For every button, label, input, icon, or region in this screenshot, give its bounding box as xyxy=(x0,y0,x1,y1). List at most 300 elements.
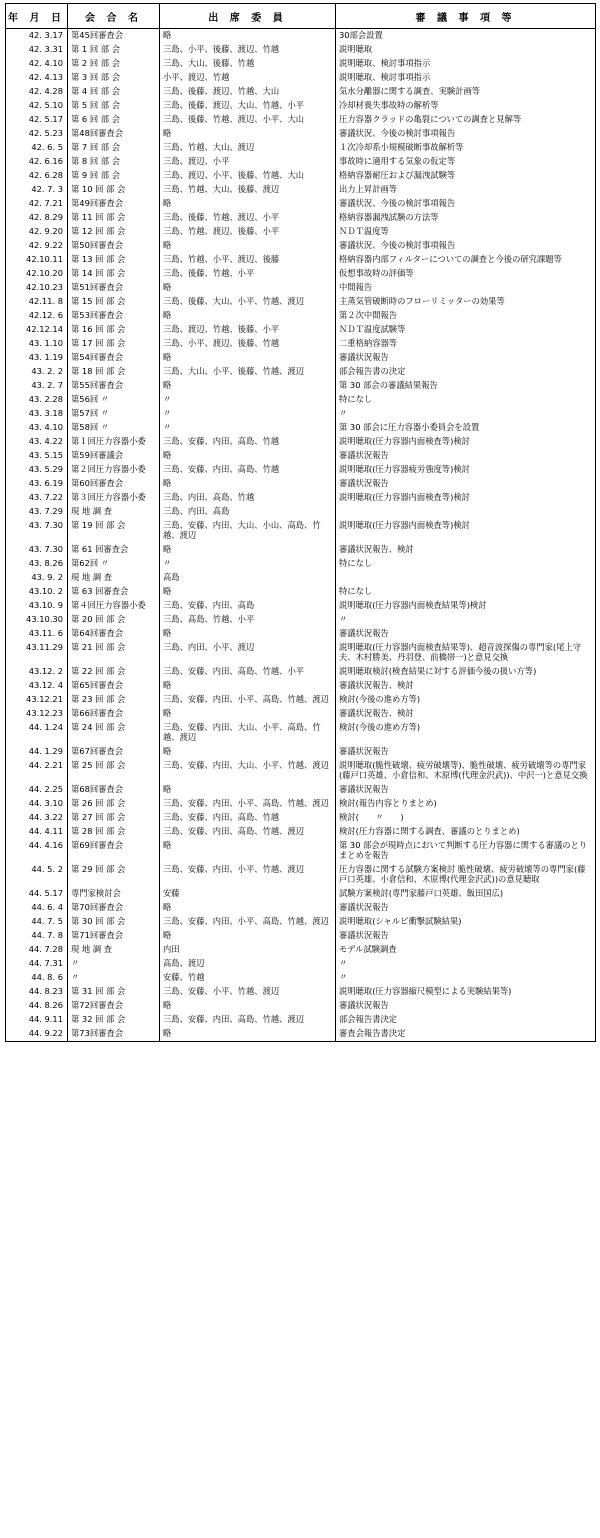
cell-matters: 30部会設置 xyxy=(336,29,596,44)
cell-matters: 審議状況、今後の検討事項報告 xyxy=(336,197,596,211)
cell-matters: 試験方案検討(専門家藤戸口英雄、飯田国広) xyxy=(336,887,596,901)
table-row xyxy=(6,915,596,929)
cell-attendees: 〃 xyxy=(160,557,336,571)
table-row xyxy=(6,613,596,627)
cell-meeting: 第 22 回 部 会 xyxy=(68,665,160,679)
cell-attendees: 三島、後藤、渡辺、大山、竹越、小平 xyxy=(160,99,336,113)
table-row xyxy=(6,693,596,707)
cell-attendees: 三島、安藤、小平、竹越、渡辺 xyxy=(160,985,336,999)
table-row xyxy=(6,435,596,449)
cell-attendees: 〃 xyxy=(160,421,336,435)
cell-matters: 〃 xyxy=(336,613,596,627)
table-row xyxy=(6,337,596,351)
table-row xyxy=(6,599,596,613)
cell-attendees: 〃 xyxy=(160,407,336,421)
cell-matters: 審議状況、今後の検討事項報告 xyxy=(336,127,596,141)
cell-meeting: 第56回 〃 xyxy=(68,393,160,407)
cell-meeting: 第 15 回 部 会 xyxy=(68,295,160,309)
cell-meeting: 第45回審査会 xyxy=(68,29,160,44)
cell-meeting: 第62回 〃 xyxy=(68,557,160,571)
table-row xyxy=(6,43,596,57)
cell-date: 43. 5.15 xyxy=(6,449,68,463)
cell-meeting: 第 2 回 部 会 xyxy=(68,57,160,71)
cell-meeting: 第73回審査会 xyxy=(68,1027,160,1042)
cell-date: 44. 9.11 xyxy=(6,1013,68,1027)
cell-date: 42. 8.29 xyxy=(6,211,68,225)
cell-meeting: 第 17 回 部 会 xyxy=(68,337,160,351)
table-row xyxy=(6,707,596,721)
cell-date: 42.10.20 xyxy=(6,267,68,281)
cell-matters: 出力上昇計画等 xyxy=(336,183,596,197)
cell-date: 44. 2.25 xyxy=(6,783,68,797)
table-row xyxy=(6,557,596,571)
cell-matters: 説明聴取(圧力容器内面検査等)検討 xyxy=(336,435,596,449)
cell-matters: 審議状況、今後の検討事項報告 xyxy=(336,239,596,253)
table-row xyxy=(6,197,596,211)
cell-attendees: 三島、小平、後藤、渡辺、竹越 xyxy=(160,43,336,57)
cell-attendees: 略 xyxy=(160,999,336,1013)
cell-attendees: 略 xyxy=(160,197,336,211)
cell-date: 44. 8.26 xyxy=(6,999,68,1013)
cell-attendees: 安藤 xyxy=(160,887,336,901)
table-row xyxy=(6,571,596,585)
table-row xyxy=(6,887,596,901)
table-row xyxy=(6,519,596,543)
table-row xyxy=(6,745,596,759)
cell-matters: 格納容器耐圧および漏洩試験等 xyxy=(336,169,596,183)
cell-meeting: 第 13 回 部 会 xyxy=(68,253,160,267)
cell-matters: 審議状況報告 xyxy=(336,999,596,1013)
table-row xyxy=(6,759,596,783)
table-row xyxy=(6,365,596,379)
header-date: 年 月 日 xyxy=(6,4,68,29)
table-row xyxy=(6,113,596,127)
cell-matters: 説明聴取(圧力容器内面検査等)検討 xyxy=(336,491,596,505)
cell-attendees: 略 xyxy=(160,627,336,641)
cell-matters: 説明聴取(圧力容器縮尺模型による実験結果等) xyxy=(336,985,596,999)
table-row xyxy=(6,351,596,365)
cell-attendees: 略 xyxy=(160,901,336,915)
cell-attendees: 三島、後藤、竹越、小平 xyxy=(160,267,336,281)
cell-matters: 審議状況報告 xyxy=(336,449,596,463)
table-row xyxy=(6,585,596,599)
table-row xyxy=(6,421,596,435)
cell-matters: 事故時に適用する気象の仮定等 xyxy=(336,155,596,169)
cell-meeting: 第 4 回 部 会 xyxy=(68,85,160,99)
cell-matters: 審議状況報告 xyxy=(336,901,596,915)
cell-date: 42. 3.17 xyxy=(6,29,68,44)
cell-matters: 第 30 部会に圧力容器小委員会を設置 xyxy=(336,421,596,435)
table-row xyxy=(6,295,596,309)
cell-date: 44. 7. 5 xyxy=(6,915,68,929)
cell-matters: 検討(報告内容とりまとめ) xyxy=(336,797,596,811)
cell-date: 42.10.23 xyxy=(6,281,68,295)
cell-date: 43. 2. 2 xyxy=(6,365,68,379)
cell-date: 43. 2.28 xyxy=(6,393,68,407)
cell-matters: 説明聴取(圧力容器内面検査等)検討 xyxy=(336,519,596,543)
cell-attendees: 略 xyxy=(160,783,336,797)
cell-attendees: 三島、竹越、小平、渡辺、後藤 xyxy=(160,253,336,267)
cell-matters: 第 30 部会の審議結果報告 xyxy=(336,379,596,393)
cell-meeting: 第２回圧力容器小委 xyxy=(68,463,160,477)
cell-meeting: 〃 xyxy=(68,957,160,971)
cell-attendees: 略 xyxy=(160,745,336,759)
cell-date: 43. 7.29 xyxy=(6,505,68,519)
cell-date: 42. 4.10 xyxy=(6,57,68,71)
cell-matters: 審議状況報告 xyxy=(336,929,596,943)
cell-matters: 審議状況報告、検討 xyxy=(336,679,596,693)
cell-meeting: 第68回審査会 xyxy=(68,783,160,797)
cell-matters: 第２次中間報告 xyxy=(336,309,596,323)
cell-matters: 説明聴取、検討事項指示 xyxy=(336,57,596,71)
cell-matters: 審議状況報告 xyxy=(336,351,596,365)
cell-attendees: 三島、安藤、内田、高島、竹越、小平 xyxy=(160,665,336,679)
cell-date: 44. 8.23 xyxy=(6,985,68,999)
cell-attendees: 略 xyxy=(160,449,336,463)
cell-date: 44. 6. 4 xyxy=(6,901,68,915)
cell-attendees: 三島、後藤、大山、小平、竹越、渡辺 xyxy=(160,295,336,309)
table-row xyxy=(6,267,596,281)
cell-attendees: 略 xyxy=(160,477,336,491)
cell-matters: 説明聴取(圧力容器内面検査結果等)検討 xyxy=(336,599,596,613)
table-row xyxy=(6,825,596,839)
cell-meeting: 現 地 調 査 xyxy=(68,505,160,519)
cell-date: 43. 7.30 xyxy=(6,543,68,557)
cell-meeting: 第 63 回審査会 xyxy=(68,585,160,599)
table-row xyxy=(6,29,596,44)
header-attendees: 出 席 委 員 xyxy=(160,4,336,29)
cell-date: 42. 4.13 xyxy=(6,71,68,85)
cell-date: 42. 7.21 xyxy=(6,197,68,211)
cell-matters: 検討(圧力容器に関する調査、審議のとりまとめ) xyxy=(336,825,596,839)
table-row xyxy=(6,85,596,99)
cell-date: 43. 1.19 xyxy=(6,351,68,365)
cell-matters: 〃 xyxy=(336,957,596,971)
table-row xyxy=(6,253,596,267)
cell-matters: 審議状況報告 xyxy=(336,783,596,797)
cell-matters: 説明聴取(脆性破壊、疲労破壊等)、脆性破壊、疲労破壊等の専門家(藤戸口英雄、小倉信和、木原博(代理金沢武))、中沢一)と意見交換 xyxy=(336,759,596,783)
cell-date: 43.10. 2 xyxy=(6,585,68,599)
cell-meeting: 第 28 回 部 会 xyxy=(68,825,160,839)
cell-attendees: 略 xyxy=(160,585,336,599)
cell-matters: モデル試験調査 xyxy=(336,943,596,957)
cell-matters: 特になし xyxy=(336,393,596,407)
cell-date: 43. 7.22 xyxy=(6,491,68,505)
cell-meeting: 第54回審査会 xyxy=(68,351,160,365)
cell-date: 44. 4.11 xyxy=(6,825,68,839)
table-row xyxy=(6,225,596,239)
cell-date: 43.10. 9 xyxy=(6,599,68,613)
cell-matters: 検討( 〃 ) xyxy=(336,811,596,825)
cell-meeting: 第４回圧力容器小委 xyxy=(68,599,160,613)
cell-matters: 説明聴取検討(検査結果に対する評価今後の扱い方等) xyxy=(336,665,596,679)
table-row xyxy=(6,929,596,943)
cell-attendees: 三島、安藤、内田、小平、高島、竹越、渡辺 xyxy=(160,693,336,707)
cell-meeting: 第 12 回 部 会 xyxy=(68,225,160,239)
cell-meeting: 第 19 回 部 会 xyxy=(68,519,160,543)
table-row xyxy=(6,971,596,985)
cell-meeting: 第 1 回 部 会 xyxy=(68,43,160,57)
cell-date: 42.12.14 xyxy=(6,323,68,337)
cell-date: 43. 3.18 xyxy=(6,407,68,421)
cell-attendees: 三島、安藤、内田、高島、竹越 xyxy=(160,463,336,477)
cell-date: 43.12.21 xyxy=(6,693,68,707)
cell-matters: 二重格納容器等 xyxy=(336,337,596,351)
cell-date: 44. 8. 6 xyxy=(6,971,68,985)
cell-meeting: 第 21 回 部 会 xyxy=(68,641,160,665)
cell-matters: ＮＤＴ温度試験等 xyxy=(336,323,596,337)
cell-date: 44. 9.22 xyxy=(6,1027,68,1042)
cell-attendees: 略 xyxy=(160,1027,336,1042)
cell-meeting: 第60回審査会 xyxy=(68,477,160,491)
cell-meeting: 第 20 回 部 会 xyxy=(68,613,160,627)
table-row xyxy=(6,943,596,957)
cell-meeting: 専門家検討会 xyxy=(68,887,160,901)
cell-meeting: 第 25 回 部 会 xyxy=(68,759,160,783)
cell-meeting: 第65回審査会 xyxy=(68,679,160,693)
table-row xyxy=(6,281,596,295)
cell-meeting: 第 30 回 部 会 xyxy=(68,915,160,929)
cell-date: 44. 1.29 xyxy=(6,745,68,759)
cell-attendees: 略 xyxy=(160,239,336,253)
cell-date: 42. 9.20 xyxy=(6,225,68,239)
cell-attendees: 三島、後藤、渡辺、竹越、大山 xyxy=(160,85,336,99)
cell-matters: 格納容器漏洩試験の方法等 xyxy=(336,211,596,225)
cell-matters: 〃 xyxy=(336,407,596,421)
cell-meeting: 第 10 回 部 会 xyxy=(68,183,160,197)
cell-matters: 気水分離器に関する調査、実験計画等 xyxy=(336,85,596,99)
cell-matters: 部会報告書決定 xyxy=(336,1013,596,1027)
cell-date: 43.12. 4 xyxy=(6,679,68,693)
cell-attendees: 三島、渡辺、小平、後藤、竹越、大山 xyxy=(160,169,336,183)
cell-attendees: 三島、安藤、内田、小平、高島、竹越、渡辺 xyxy=(160,915,336,929)
cell-date: 43. 9. 2 xyxy=(6,571,68,585)
cell-meeting: 第 61 回審査会 xyxy=(68,543,160,557)
cell-date: 43. 4.10 xyxy=(6,421,68,435)
cell-date: 43. 6.19 xyxy=(6,477,68,491)
cell-matters xyxy=(336,571,596,585)
cell-attendees: 三島、安藤、内田、高島 xyxy=(160,599,336,613)
cell-attendees: 略 xyxy=(160,707,336,721)
cell-date: 44. 2.21 xyxy=(6,759,68,783)
cell-meeting: 第 26 回 部 会 xyxy=(68,797,160,811)
cell-matters: 審議状況報告、検討 xyxy=(336,707,596,721)
table-row xyxy=(6,863,596,887)
cell-meeting: 第 5 回 部 会 xyxy=(68,99,160,113)
cell-matters: 仮想事故時の評価等 xyxy=(336,267,596,281)
cell-date: 43. 1.10 xyxy=(6,337,68,351)
cell-meeting: 第70回審査会 xyxy=(68,901,160,915)
table-row xyxy=(6,999,596,1013)
cell-attendees: 三島、渡辺、竹越、後藤、小平 xyxy=(160,323,336,337)
cell-date: 44. 5. 2 xyxy=(6,863,68,887)
header-matters: 審 議 事 項 等 xyxy=(336,4,596,29)
cell-meeting: 第69回審査会 xyxy=(68,839,160,863)
cell-date: 44. 5.17 xyxy=(6,887,68,901)
table-row xyxy=(6,797,596,811)
table-row xyxy=(6,323,596,337)
table-row xyxy=(6,477,596,491)
cell-date: 44. 7.28 xyxy=(6,943,68,957)
cell-meeting: 第 29 回 部 会 xyxy=(68,863,160,887)
cell-matters: 審議状況報告、検討 xyxy=(336,543,596,557)
table-row xyxy=(6,211,596,225)
table-row xyxy=(6,309,596,323)
cell-attendees: 高島、渡辺 xyxy=(160,957,336,971)
cell-date: 43.10.30 xyxy=(6,613,68,627)
table-row xyxy=(6,71,596,85)
cell-attendees: 三島、安藤、内田、高島、竹越 xyxy=(160,435,336,449)
cell-attendees: 三島、安藤、内田、高島、竹越、渡辺 xyxy=(160,1013,336,1027)
cell-attendees: 略 xyxy=(160,839,336,863)
cell-attendees: 三島、大山、後藤、竹越 xyxy=(160,57,336,71)
cell-attendees: 内田 xyxy=(160,943,336,957)
cell-matters: 〃 xyxy=(336,971,596,985)
cell-meeting: 第 32 回 部 会 xyxy=(68,1013,160,1027)
header-meeting: 会 合 名 xyxy=(68,4,160,29)
table-row xyxy=(6,183,596,197)
table-row xyxy=(6,901,596,915)
cell-meeting: 第 3 回 部 会 xyxy=(68,71,160,85)
table-row xyxy=(6,155,596,169)
cell-attendees: 三島、内田、小平、渡辺 xyxy=(160,641,336,665)
cell-date: 44. 7.31 xyxy=(6,957,68,971)
table-row xyxy=(6,379,596,393)
cell-meeting: 第 24 回 部 会 xyxy=(68,721,160,745)
cell-meeting: 第 27 回 部 会 xyxy=(68,811,160,825)
cell-attendees: 三島、高島、竹越、小平 xyxy=(160,613,336,627)
cell-date: 43.11. 6 xyxy=(6,627,68,641)
cell-matters: 説明聴取(シャルピ衝撃試験結果) xyxy=(336,915,596,929)
cell-date: 42. 6. 5 xyxy=(6,141,68,155)
cell-attendees: 略 xyxy=(160,309,336,323)
cell-date: 42.12. 6 xyxy=(6,309,68,323)
table-row xyxy=(6,627,596,641)
table-row xyxy=(6,1027,596,1042)
table-row xyxy=(6,679,596,693)
cell-attendees: 三島、小平、渡辺、後藤、竹越 xyxy=(160,337,336,351)
cell-attendees: 三島、渡辺、小平 xyxy=(160,155,336,169)
cell-attendees: 略 xyxy=(160,543,336,557)
cell-date: 43. 4.22 xyxy=(6,435,68,449)
cell-matters: 圧力容器クラッドの亀裂についての調査と見解等 xyxy=(336,113,596,127)
cell-date: 42. 9.22 xyxy=(6,239,68,253)
cell-date: 44. 7. 8 xyxy=(6,929,68,943)
table-row xyxy=(6,721,596,745)
cell-date: 43.11.29 xyxy=(6,641,68,665)
cell-meeting: 第 31 回 部 会 xyxy=(68,985,160,999)
cell-attendees: 三島、内田、高島 xyxy=(160,505,336,519)
cell-meeting: 第58回 〃 xyxy=(68,421,160,435)
cell-attendees: 三島、大山、小平、後藤、竹越、渡辺 xyxy=(160,365,336,379)
cell-meeting: 第 16 回 部 会 xyxy=(68,323,160,337)
cell-attendees: 三島、後藤、竹越、渡辺、小平、大山 xyxy=(160,113,336,127)
cell-date: 42.11. 8 xyxy=(6,295,68,309)
cell-matters: １次冷却系小規模破断事故解析等 xyxy=(336,141,596,155)
cell-attendees: 略 xyxy=(160,351,336,365)
cell-meeting: 第72回審査会 xyxy=(68,999,160,1013)
cell-matters: 格納容器内部フィルターについての調査と今後の研究課題等 xyxy=(336,253,596,267)
cell-date: 42. 6.16 xyxy=(6,155,68,169)
cell-meeting: 第49回審査会 xyxy=(68,197,160,211)
cell-matters: 審査会報告書決定 xyxy=(336,1027,596,1042)
cell-meeting: 第71回審査会 xyxy=(68,929,160,943)
cell-date: 42.10.11 xyxy=(6,253,68,267)
cell-matters: 圧力容器に関する試験方案検討 脆性破壊、疲労破壊等の専門家(藤戸口英雄、小倉信和、木原博(代理金沢武))の意見聴取 xyxy=(336,863,596,887)
cell-attendees: 三島、安藤、内田、小平、竹越、渡辺 xyxy=(160,863,336,887)
table-row xyxy=(6,985,596,999)
cell-date: 43.12.23 xyxy=(6,707,68,721)
table-row xyxy=(6,505,596,519)
cell-date: 43. 5.29 xyxy=(6,463,68,477)
table-row xyxy=(6,127,596,141)
table-row xyxy=(6,491,596,505)
table-header xyxy=(6,4,596,29)
table-row xyxy=(6,393,596,407)
cell-meeting: 第 8 回 部 会 xyxy=(68,155,160,169)
cell-attendees: 三島、安藤、内田、大山、小平、高島、竹越、渡辺 xyxy=(160,721,336,745)
cell-meeting: 第50回審査会 xyxy=(68,239,160,253)
cell-attendees: 三島、安藤、内田、高島、竹越、渡辺 xyxy=(160,825,336,839)
cell-date: 44. 3.10 xyxy=(6,797,68,811)
cell-meeting: 第 18 回 部 会 xyxy=(68,365,160,379)
cell-date: 42. 5.10 xyxy=(6,99,68,113)
cell-meeting: 第 14 回 部 会 xyxy=(68,267,160,281)
cell-attendees: 略 xyxy=(160,379,336,393)
cell-meeting: 第３回圧力容器小委 xyxy=(68,491,160,505)
cell-attendees: 安藤、竹越 xyxy=(160,971,336,985)
table-row xyxy=(6,839,596,863)
cell-matters: 部会報告書の決定 xyxy=(336,365,596,379)
cell-matters: 主蒸気管破断時のフローリミッターの効果等 xyxy=(336,295,596,309)
cell-meeting: 第 9 回 部 会 xyxy=(68,169,160,183)
cell-date: 42. 6.28 xyxy=(6,169,68,183)
cell-date: 42. 7. 3 xyxy=(6,183,68,197)
table-row xyxy=(6,783,596,797)
cell-attendees: 高島 xyxy=(160,571,336,585)
cell-meeting: 第53回審査会 xyxy=(68,309,160,323)
cell-matters: 説明聴取 xyxy=(336,43,596,57)
cell-date: 43. 2. 7 xyxy=(6,379,68,393)
cell-attendees: 三島、後藤、竹越、渡辺、小平 xyxy=(160,211,336,225)
table-row xyxy=(6,463,596,477)
table-row xyxy=(6,957,596,971)
cell-matters: 冷却材喪失事故時の解析等 xyxy=(336,99,596,113)
cell-attendees: 三島、竹越、大山、後藤、渡辺 xyxy=(160,183,336,197)
cell-matters: 特になし xyxy=(336,585,596,599)
cell-attendees: 略 xyxy=(160,29,336,44)
cell-date: 43. 8.26 xyxy=(6,557,68,571)
cell-attendees: 小平、渡辺、竹越 xyxy=(160,71,336,85)
cell-meeting: 第 7 回 部 会 xyxy=(68,141,160,155)
cell-meeting: 第66回審査会 xyxy=(68,707,160,721)
cell-meeting: 第１回圧力容器小委 xyxy=(68,435,160,449)
cell-matters: 特になし xyxy=(336,557,596,571)
cell-attendees: 三島、安藤、内田、大山、小山、高島、竹越、渡辺 xyxy=(160,519,336,543)
cell-matters: 説明聴取、検討事項指示 xyxy=(336,71,596,85)
table-row xyxy=(6,57,596,71)
cell-attendees: 三島、安藤、内田、大山、小平、竹越、渡辺 xyxy=(160,759,336,783)
cell-matters: 説明聴取(圧力容器内面検査結果等)、超音波探傷の専門家(尾上守夫、木村勝美、丹羽登、前橋帯一)と意見交換 xyxy=(336,641,596,665)
table-row xyxy=(6,1013,596,1027)
cell-meeting: 第48回審査会 xyxy=(68,127,160,141)
cell-meeting: 第64回審査会 xyxy=(68,627,160,641)
cell-meeting: 現 地 調 査 xyxy=(68,571,160,585)
table-row xyxy=(6,169,596,183)
table-row xyxy=(6,239,596,253)
table-row xyxy=(6,641,596,665)
table-row xyxy=(6,665,596,679)
